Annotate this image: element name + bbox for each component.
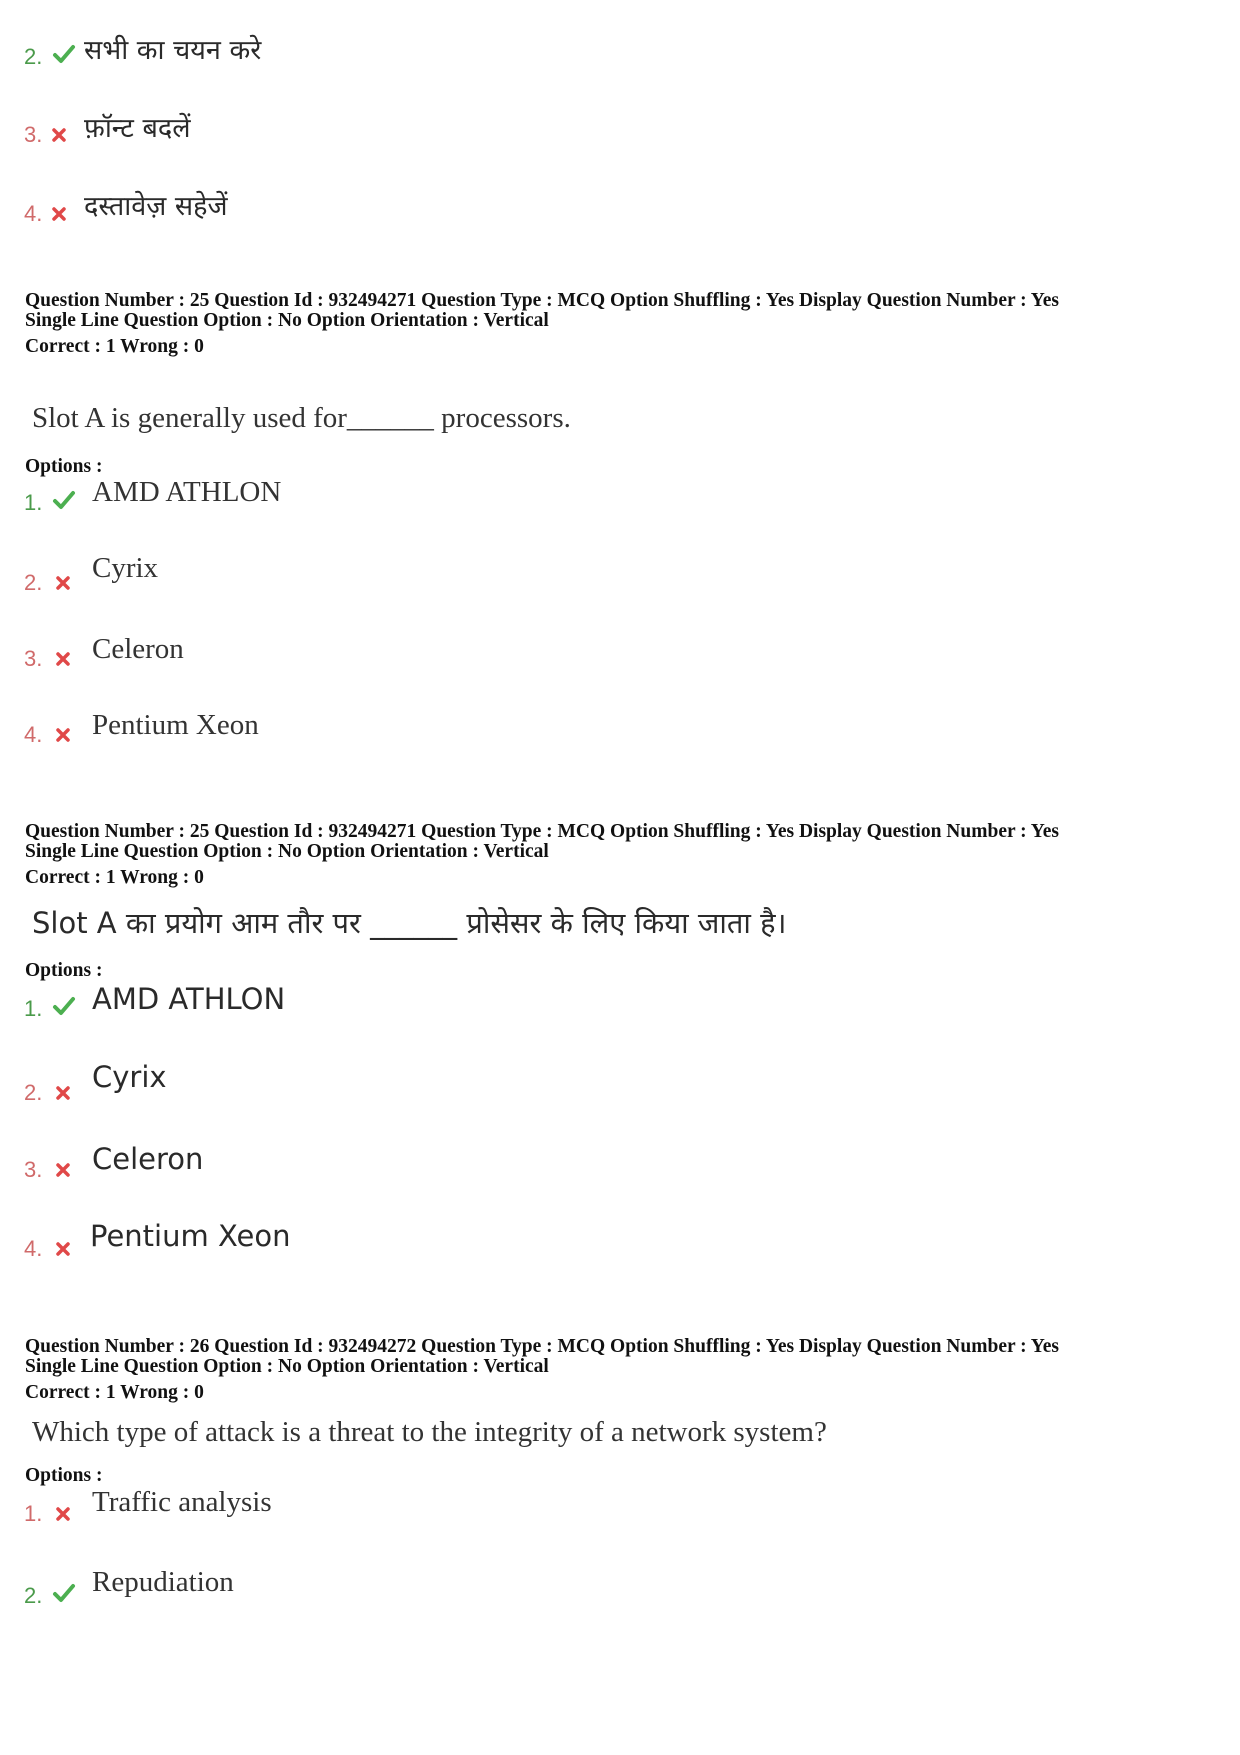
cross-icon xyxy=(52,128,76,152)
option-number: 1. xyxy=(24,1501,43,1526)
option-number: 4. xyxy=(24,722,43,747)
option-number: 2. xyxy=(24,1583,43,1608)
option-number: 2. xyxy=(24,44,43,69)
option-text: फ़ॉन्ट बदलें xyxy=(84,113,191,144)
option-number: 3. xyxy=(24,1157,43,1182)
options-label: Options : xyxy=(25,1465,103,1486)
option-text: Cyrix xyxy=(92,1060,167,1094)
option-text: Celeron xyxy=(92,633,184,665)
cross-icon xyxy=(56,576,80,600)
option-text: Pentium Xeon xyxy=(92,709,259,741)
option-text: Repudiation xyxy=(92,1566,234,1598)
question-meta-line2: Single Line Question Option : No Option Orientation : Vertical xyxy=(25,1356,549,1377)
options-label: Options : xyxy=(25,456,103,477)
option-text: AMD ATHLON xyxy=(92,476,282,508)
option-text: Celeron xyxy=(92,1142,204,1176)
option-number: 4. xyxy=(24,1236,43,1261)
option-number: 3. xyxy=(24,122,43,147)
check-icon xyxy=(52,488,76,512)
question-meta-line2: Single Line Question Option : No Option Orientation : Vertical xyxy=(25,841,549,862)
question-meta-line2: Single Line Question Option : No Option Orientation : Vertical xyxy=(25,310,549,331)
option-text: Cyrix xyxy=(92,552,159,584)
option-text: सभी का चयन करे xyxy=(84,35,262,66)
question-meta-line1: Question Number : 26 Question Id : 932494272 Question Type : MCQ Option Shuffling : Yes Display Question Number : Yes xyxy=(25,1336,1059,1357)
question-text: Which type of attack is a threat to the integrity of a network system? xyxy=(32,1416,827,1448)
option-number: 1. xyxy=(24,996,43,1021)
option-number: 1. xyxy=(24,490,43,515)
cross-icon xyxy=(56,1507,80,1531)
question-meta-line1: Question Number : 25 Question Id : 932494271 Question Type : MCQ Option Shuffling : Yes Display Question Number : Yes xyxy=(25,821,1059,842)
cross-icon xyxy=(56,1086,80,1110)
cross-icon xyxy=(52,207,76,231)
option-text: Traffic analysis xyxy=(92,1486,272,1518)
option-text: दस्तावेज़ सहेजें xyxy=(84,191,228,222)
option-number: 3. xyxy=(24,646,43,671)
check-icon xyxy=(52,42,76,66)
option-text: AMD ATHLON xyxy=(92,982,286,1016)
question-text: Slot A का प्रयोग आम तौर पर ______ प्रोसेसर के लिए किया जाता है। xyxy=(32,906,787,940)
cross-icon xyxy=(56,652,80,676)
question-marks: Correct : 1 Wrong : 0 xyxy=(25,1382,204,1403)
options-label: Options : xyxy=(25,960,103,981)
question-meta-line1: Question Number : 25 Question Id : 932494271 Question Type : MCQ Option Shuffling : Yes Display Question Number : Yes xyxy=(25,290,1059,311)
check-icon xyxy=(52,1581,76,1605)
option-number: 2. xyxy=(24,570,43,595)
cross-icon xyxy=(56,1242,80,1266)
question-marks: Correct : 1 Wrong : 0 xyxy=(25,336,204,357)
check-icon xyxy=(52,994,76,1018)
question-marks: Correct : 1 Wrong : 0 xyxy=(25,867,204,888)
option-number: 4. xyxy=(24,201,43,226)
question-text: Slot A is generally used for______ processors. xyxy=(32,402,571,434)
cross-icon xyxy=(56,1163,80,1187)
cross-icon xyxy=(56,728,80,752)
option-number: 2. xyxy=(24,1080,43,1105)
option-text: Pentium Xeon xyxy=(90,1219,291,1253)
